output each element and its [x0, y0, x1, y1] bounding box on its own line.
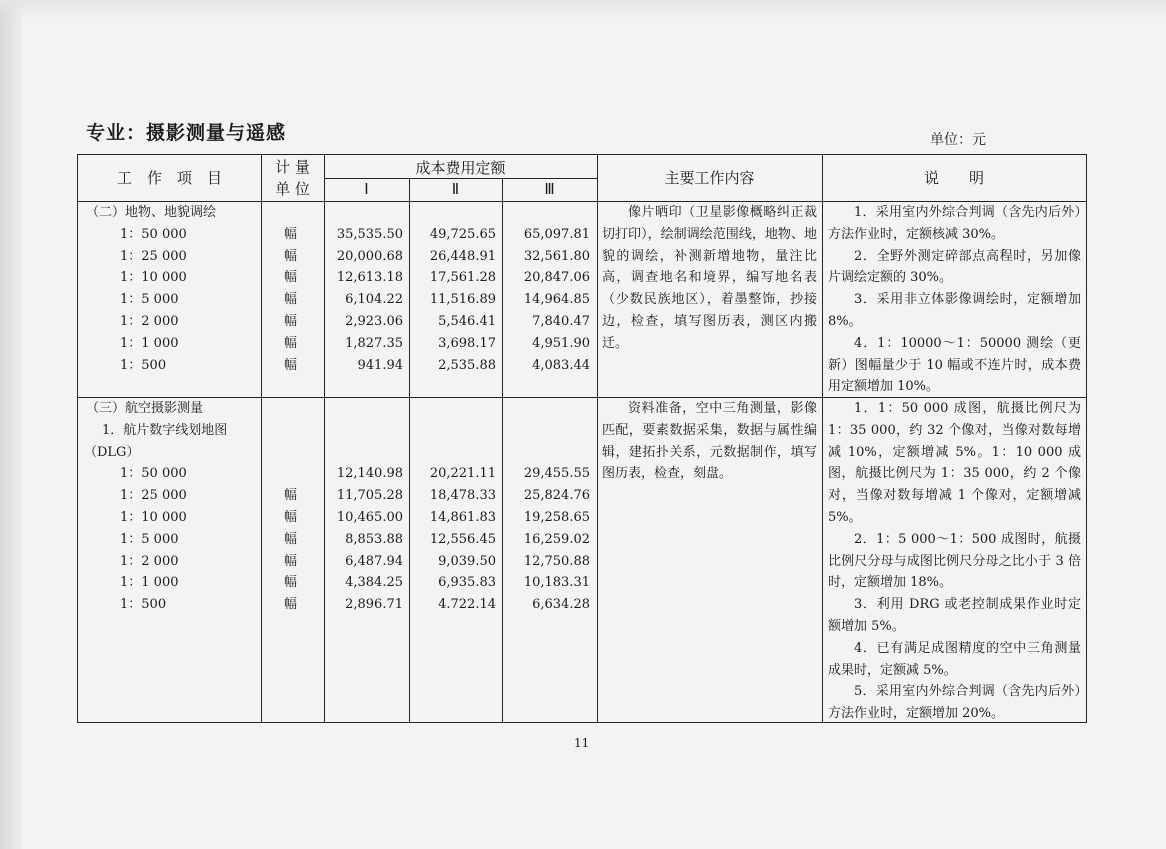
section2-row-unit: 幅 — [284, 270, 298, 286]
section3-row-item: 1：500 — [120, 597, 167, 613]
section3-note: 1．1：50 000 成图，航摄比例尺为 1：35 000，约 32 个像对，当像对数每增减 10%，定额增减 5%。1：10 000 成图，航摄比例尺为 1：35 000，约 2 个像对，当像对数每增减 1 个像对，定额增减 5%。 — [828, 401, 1081, 525]
section2-row-value-2: 17,561.28 — [429, 270, 496, 286]
section2-work-content: 像片晒印（卫星影像概略纠正裁切打印），绘制调绘范围线，地物、地貌的调绘，补测新增地物，量注比高，调查地名和境界，编写地名表（少数民族地区），着墨整饰，抄接边，检查，填写图历表，测区内搬迁。 — [602, 205, 817, 351]
header-unit-line1: 计 量 — [275, 158, 310, 176]
section3-row-unit: 幅 — [284, 488, 298, 504]
section2-row-value-3: 32,561.80 — [523, 248, 590, 264]
section3-row-value-1: 10,465.00 — [336, 510, 403, 525]
header-col-2: Ⅱ — [451, 180, 460, 198]
header-notes: 说 明 — [923, 169, 984, 187]
section2-row-value-3: 4,083.44 — [532, 357, 590, 373]
section3-row-value-2: 20,221.11 — [429, 466, 496, 482]
section2-row-value-3: 4,951.90 — [532, 335, 590, 351]
section3-row-item: 1：25 000 — [120, 488, 187, 504]
section2-row-unit: 幅 — [284, 226, 298, 242]
section2-row-value-3: 7,840.47 — [532, 314, 590, 329]
section3-row-item: 1：5 000 — [120, 531, 179, 547]
section2-row-unit: 幅 — [284, 292, 298, 308]
section3-row-value-1: 11,705.28 — [336, 488, 403, 504]
section3-row-unit: 幅 — [284, 575, 298, 591]
section2-row-item: 1：10 000 — [120, 270, 187, 286]
section3-note: 3．利用 DRG 或老控制成果作业时定额增加 5%。 — [828, 597, 1081, 634]
section2-row-value-1: 20,000.68 — [336, 248, 403, 264]
section2-row-unit: 幅 — [284, 335, 298, 351]
section2-row-value-3: 65,097.81 — [523, 226, 590, 242]
section3-title: （三）航空摄影测量 — [86, 401, 204, 416]
section2-row-item: 1：50 000 — [120, 226, 187, 242]
header-main-work: 主要工作内容 — [664, 169, 755, 187]
section2-row-value-2: 49,725.65 — [429, 226, 496, 242]
section3-row-value-1: 2,896.71 — [345, 597, 403, 613]
section3-row-value-3: 29,455.55 — [523, 466, 590, 482]
section3-row-value-3: 6,634.28 — [532, 597, 590, 613]
cost-quota-table — [77, 154, 1087, 723]
section3-row-value-3: 19,258.65 — [523, 510, 590, 525]
section3-notes — [828, 398, 1081, 725]
section3-row-value-2: 18,478.33 — [429, 488, 496, 504]
section2-row-value-2: 11,516.89 — [429, 292, 496, 308]
section2-row-value-1: 12,613.18 — [336, 270, 403, 286]
page-number: 11 — [574, 736, 590, 750]
section2-notes — [828, 202, 1081, 398]
section2-row-value-1: 6,104.22 — [345, 292, 403, 308]
section2-note: 1．采用室内外综合判调（含先内后外）方法作业时，定额核减 30%。 — [828, 205, 1081, 242]
section3-row-item: 1：1 000 — [120, 575, 179, 591]
section2-row-value-3: 14,964.85 — [523, 292, 590, 308]
header-col-3: Ⅲ — [544, 180, 555, 198]
section2-row-value-1: 35,535.50 — [336, 226, 403, 242]
section2-note: 3．采用非立体影像调绘时，定额增加 8%。 — [828, 292, 1081, 329]
section2-title: （二）地物、地貌调绘 — [86, 205, 217, 220]
header-unit-line2: 单 位 — [275, 180, 310, 198]
scan-shadow — [0, 0, 1166, 20]
section2-row-value-2: 5,546.41 — [438, 314, 496, 329]
section3-row-item: 1：10 000 — [120, 510, 187, 525]
section2-row-value-2: 3,698.17 — [438, 335, 496, 351]
section2-row-item: 1：1 000 — [120, 335, 179, 351]
section3-note: 4．已有满足成图精度的空中三角测量成果时，定额减 5%。 — [828, 640, 1081, 678]
section3-subtitle: 1．航片数字线划地图 — [102, 422, 228, 438]
section3-row-value-2: 12,556.45 — [429, 531, 496, 547]
section2-row-item: 1：2 000 — [120, 314, 179, 329]
section3-work-content: 资料准备，空中三角测量，影像匹配，要素数据采集，数据与属性编辑，建拓扑关系，元数据制作，填写图历表，检查，刻盘。 — [602, 401, 817, 482]
section3-row-value-2: 14,861.83 — [429, 510, 496, 525]
section2-row-value-3: 20,847.06 — [523, 270, 590, 286]
unit-label: 单位：元 — [930, 132, 986, 148]
header-col-1: Ⅰ — [364, 180, 369, 198]
section3-row-unit: 幅 — [284, 510, 298, 525]
section2-row-unit: 幅 — [284, 248, 298, 264]
section2-row-unit: 幅 — [284, 357, 298, 373]
section3-row-value-3: 10,183.31 — [523, 575, 590, 591]
section3-note: 5．采用室内外综合判调（含先内后外）方法作业时，定额增加 20%。 — [828, 684, 1081, 722]
section2-note: 2．全野外测定碎部点高程时，另加像片调绘定额的 30%。 — [828, 248, 1081, 286]
page-title: 专业：摄影测量与遥感 — [86, 122, 287, 144]
section3-row-unit: 幅 — [284, 597, 298, 613]
section2-row-item: 1：5 000 — [120, 292, 179, 308]
section2-note: 4．1：10000～1：50000 测绘（更新）图幅量少于 10 幅或不连片时，成本费用定额增加 10%。 — [828, 335, 1081, 395]
section3-subtitle-dlg: （DLG） — [84, 444, 140, 460]
section3-row-value-1: 6,487.94 — [345, 553, 403, 569]
header-cost-quota: 成本费用定额 — [415, 159, 506, 177]
section2-row-value-2: 2,535.88 — [438, 357, 496, 373]
section3-row-value-2: 9,039.50 — [438, 553, 496, 569]
section3-row-value-2: 4.722.14 — [438, 597, 496, 613]
section3-row-value-1: 12,140.98 — [336, 466, 403, 482]
section2-row-item: 1：25 000 — [120, 248, 187, 264]
section2-row-value-1: 2,923.06 — [345, 314, 403, 329]
header-unit — [261, 156, 324, 200]
section2-row-value-1: 941.94 — [357, 357, 403, 373]
section2-row-value-2: 26,448.91 — [429, 248, 496, 264]
section3-row-unit: 幅 — [284, 553, 298, 569]
section3-note: 2．1：5 000～1：500 成图时，航摄比例尺分母与成图比例尺分母之比小于 3 倍时，定额增加 18%。 — [828, 531, 1081, 591]
section3-row-value-1: 8,853.88 — [345, 531, 403, 547]
section3-row-unit: 幅 — [284, 531, 298, 547]
section2-row-value-1: 1,827.35 — [345, 335, 403, 351]
section2-row-item: 1：500 — [120, 357, 167, 373]
section3-row-value-2: 6,935.83 — [438, 575, 496, 591]
header-work-item: 工 作 项 目 — [116, 169, 222, 187]
section3-row-item: 1：50 000 — [120, 466, 187, 482]
section3-row-value-3: 25,824.76 — [523, 488, 590, 504]
section3-row-item: 1：2 000 — [120, 553, 179, 569]
section3-row-value-3: 12,750.88 — [523, 553, 590, 569]
page-binding-edge — [0, 0, 22, 849]
section3-row-value-3: 16,259.02 — [523, 531, 590, 547]
section3-row-value-1: 4,384.25 — [345, 575, 403, 591]
section2-row-unit: 幅 — [284, 314, 298, 329]
